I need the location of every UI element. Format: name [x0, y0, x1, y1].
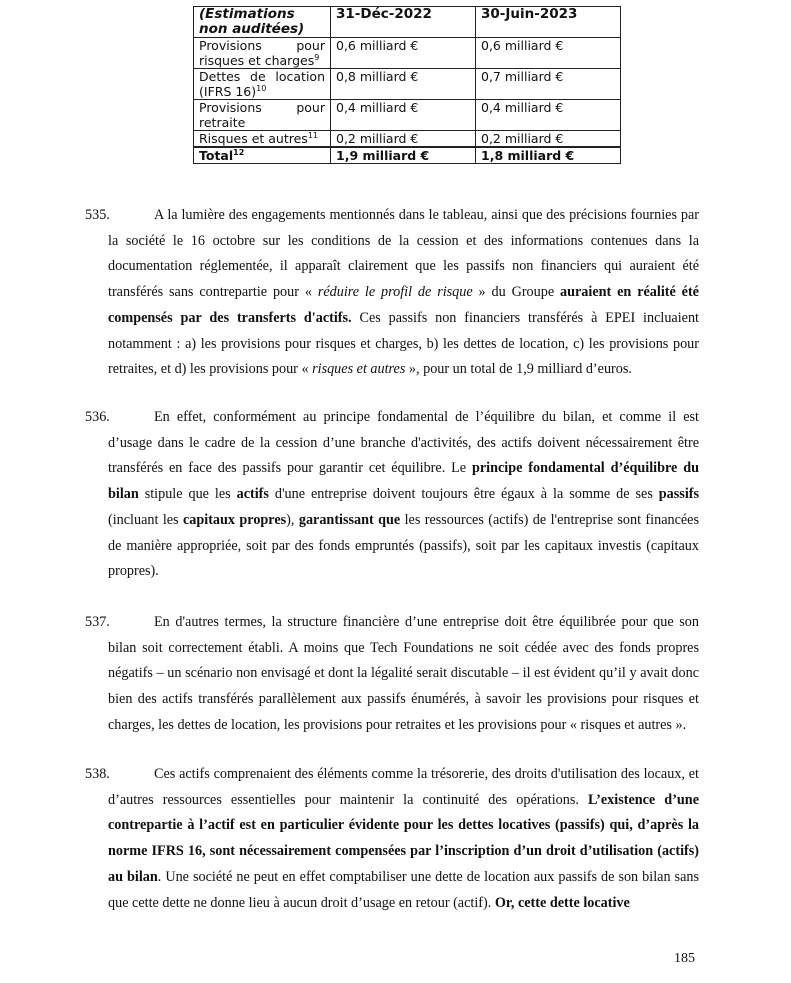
row-label-text: Dettes de location (IFRS 16)	[199, 69, 325, 99]
table-total-row	[194, 147, 621, 164]
footnote-ref: 9	[314, 52, 320, 62]
table-cell: 0,2 milliard €	[331, 131, 476, 148]
text-run: » du Groupe	[472, 284, 561, 301]
paragraph-text	[85, 405, 699, 585]
paragraph-537	[85, 610, 699, 739]
table-row	[194, 69, 621, 100]
table-row	[194, 38, 621, 69]
text-run: . Une société ne peut en effet comptabiliser une dette de location aux passifs de son bilan sans que cette dette ne donne lieu à aucun droit d’usage en retour (actif).	[108, 868, 699, 911]
table-header-col1: 31-Déc-2022	[331, 7, 476, 38]
table-cell: 0,6 milliard €	[476, 38, 621, 69]
text-run: (incluant les	[108, 511, 183, 528]
table-cell: 0,7 milliard €	[476, 69, 621, 100]
footnote-ref: 10	[256, 83, 267, 93]
paragraph-number: 538.	[85, 766, 110, 782]
total-label-text: Total	[199, 148, 234, 163]
text-run-italic: risques et autres	[312, 361, 406, 378]
paragraph-538	[85, 762, 699, 916]
table-row-label	[194, 100, 331, 131]
table-cell: 0,8 milliard €	[331, 69, 476, 100]
table-total-label	[194, 147, 331, 164]
paragraph-text	[85, 762, 699, 916]
table-header-col2: 30-Juin-2023	[476, 7, 621, 38]
liabilities-table	[193, 6, 621, 164]
footnote-ref: 11	[307, 130, 319, 140]
table-row-label	[194, 38, 331, 69]
row-label-text: Risques et autres	[199, 131, 308, 146]
text-run: En d'autres termes, la structure financière d’une entreprise doit être équilibrée pour que son bilan soit correctement établi. A moins que Tech Foundations ne soit cédée avec des fonds propres négatifs – un scénario non envisagé et dont la légalité serait discutable – il est évident qu’il y avait donc bien des actifs transférés parallèlement aux passifs énumérés, à savoir les provisions pour risques et charges, les dettes de location, les provisions pour retraites et les provisions pour « risques et autres ».	[108, 614, 699, 733]
table-total-cell: 1,9 milliard €	[331, 147, 476, 164]
text-run: stipule que les	[138, 486, 237, 503]
text-run-bold: auraient en réalité été compensés par des transferts d'actifs.	[108, 284, 699, 326]
table-total-cell: 1,8 milliard €	[476, 147, 621, 164]
footnote-ref: 12	[233, 147, 245, 157]
text-run: », pour un total de 1,9 milliard d’euros.	[405, 361, 632, 378]
text-run: Ces actifs comprenaient des éléments comme la trésorerie, des droits d'utilisation des locaux, et d’autres ressources essentielles pour maintenir la continuité des opérations.	[108, 766, 699, 808]
table-header-row	[194, 7, 621, 38]
text-run: ),	[286, 511, 299, 528]
paragraph-535	[85, 203, 699, 383]
table-header-label: (Estimations non auditées)	[194, 7, 331, 38]
page-number: 185	[674, 951, 695, 966]
paragraph-text	[85, 203, 699, 383]
table-cell: 0,6 milliard €	[331, 38, 476, 69]
text-run-bold: Or, cette dette locative	[494, 894, 630, 911]
text-run: d'une entreprise doivent toujours être égaux à la somme de ses	[268, 486, 659, 503]
text-run: A la lumière des engagements mentionnés dans le tableau, ainsi que des précisions fournies par la société le 16 octobre sur les conditions de la cession et des informations contenues dans la documentation réglementée, il apparaît clairement que les passifs non financiers qui auraient été transférés sans contrepartie pour «	[108, 207, 699, 301]
table-cell: 0,4 milliard €	[476, 100, 621, 131]
table-row-label	[194, 69, 331, 100]
paragraph-number: 536.	[85, 409, 110, 425]
text-run: les ressources (actifs) de l'entreprise sont financées de manière appropriée, soit par des fonds empruntés (passifs), soit par les capitaux investis (capitaux propres).	[108, 511, 699, 580]
text-run: En effet, conformément au principe fondamental de l’équilibre du bilan, et comme il est d’usage dans le cadre de la cession d’une branche d'activités, des actifs doivent nécessairement être transférés en face des passifs pour garantir cet équilibre. Le	[108, 409, 699, 477]
paragraph-number: 537.	[85, 614, 110, 630]
text-run-bold: principe fondamental d’équilibre du bilan	[108, 460, 699, 503]
paragraph-number: 535.	[85, 207, 110, 223]
table-row-label	[194, 131, 331, 148]
text-run-bold: L’existence d’une contrepartie à l’actif est en particulier évidente pour les dettes locatives (passifs) qui, d’après la norme IFRS 16, sont nécessairement compensées par l’inscription d’un droit d’utilisation (actifs) au bilan	[108, 791, 699, 885]
text-run-italic: réduire le profil de risque	[317, 284, 473, 301]
text-run-bold: garantissant que	[298, 511, 401, 528]
row-label-text: Provisions pour retraite	[199, 100, 325, 130]
text-run: Ces passifs non financiers transférés à EPEI incluaient notamment : a) les provisions pour risques et charges, b) les dettes de location, c) les provisions pour retraites, et d) les provisions pour «	[108, 309, 699, 378]
text-run-bold: actifs	[236, 486, 269, 503]
table-cell: 0,4 milliard €	[331, 100, 476, 131]
table-cell: 0,2 milliard €	[476, 131, 621, 148]
table-row	[194, 100, 621, 131]
row-label-text: Provisions pour risques et charges	[199, 38, 325, 68]
paragraph-536	[85, 405, 699, 585]
paragraph-text	[85, 610, 699, 739]
text-run-bold: passifs	[658, 486, 700, 503]
text-run-bold: capitaux propres	[182, 511, 287, 528]
table-row	[194, 131, 621, 148]
